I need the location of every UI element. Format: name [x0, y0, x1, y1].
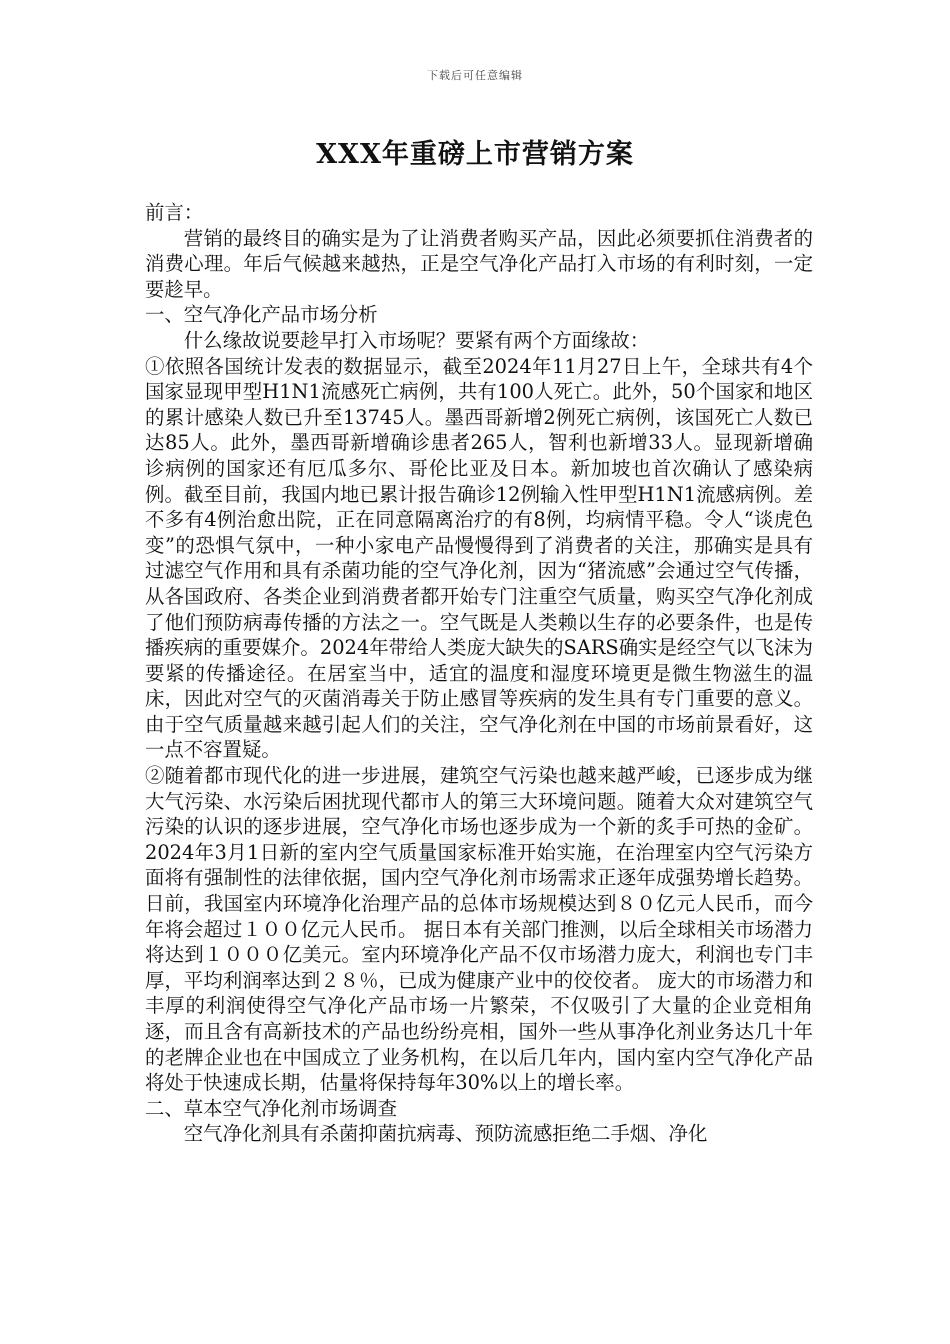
paragraph-preface: 营销的最终目的确实是为了让消费者购买产品，因此必须要抓住消费者的消费心理。年后气候越来越热，正是空气净化产品打入市场的有利时刻，一定要趁早。 — [145, 226, 813, 301]
section-heading-market-survey: 二、草本空气净化剂市场调查 — [145, 1096, 398, 1120]
paragraph-survey-intro: 空气净化剂具有杀菌抑菌抗病毒、预防流感拒绝二手烟、净化 — [183, 1122, 708, 1146]
paragraph-reason-1: ①依照各国统计发表的数据显示，截至2024年11月27日上午，全球共有4个国家显现甲型H1N1流感死亡病例，共有100人死亡。此外，50个国家和地区的累计感染人数已升至13745人。墨西哥新增2例死亡病例，该国死亡人数已达85人。此外，墨西哥新增确诊患者265人，智利也新增33人。显现新增确诊病例的国家还有厄瓜多尔、哥伦比亚及日本。新加坡也首次确认了感染病例。截至目前，我国内地已累计报告确诊12例输入性甲型H1N1流感病例。差不多有4例治愈出院，正在同意隔离治疗的有8例，均病情平稳。令人“谈虎色变”的恐惧气氛中，一种小家电产品慢慢得到了消费者的关注，那确实是具有过滤空气作用和具有杀菌功能的空气净化剂，因为“猪流感”会通过空气传播，从各国政府、各类企业到消费者都开始专门注重空气质量，购买空气净化剂成了他们预防病毒传播的方法之一。空气既是人类赖以生存的必要条件，也是传播疾病的重要媒介。2024年带给人类庞大缺失的SARS确实是经空气以飞沫为要紧的传播途径。在居室当中，适宜的温度和湿度环境更是微生物滋生的温床，因此对空气的灭菌消毒关于防止感冒等疾病的发生具有专门重要的意义。由于空气质量越来越引起人们的关注，空气净化剂在中国的市场前景看好，这一点不容置疑。 — [145, 354, 813, 762]
paragraph-reasons-intro: 什么缘故说要趁早打入市场呢？要紧有两个方面缘故： — [183, 328, 650, 352]
document-body — [145, 200, 813, 1147]
paragraph-reason-2: ②随着都市现代化的进一步进展，建筑空气污染也越来越严峻，已逐步成为继大气污染、水污染后困扰现代都市人的第三大环境问题。随着大众对建筑空气污染的认识的逐步进展，空气净化市场也逐步成为一个新的炙手可热的金矿。2024年3月1日新的室内空气质量国家标准开始实施，在治理室内空气污染方面将有强制性的法律依据，国内空气净化剂市场需求正逐年成强势增长趋势。日前，我国室内环境净化治理产品的总体市场规模达到８０亿元人民币，而今年将会超过１００亿元人民币。 据日本有关部门推测，以后全球相关市场潜力将达到１０００亿美元。室内环境净化产品不仅市场潜力庞大，利润也专门丰厚，平均利润率达到２８％，已成为健康产业中的佼佼者。 庞大的市场潜力和丰厚的利润使得空气净化产品市场一片繁荣，不仅吸引了大量的企业竞相角逐，而且含有高新技术的产品也纷纷亮相，国外一些从事净化剂业务达几十年的老牌企业也在中国成立了业务机构，在以后几年内，国内室内空气净化产品将处于快速成长期，估量将保持每年30%以上的增长率。 — [145, 764, 813, 1095]
paragraph-preface-label: 前言： — [145, 201, 204, 224]
header-note: 下载后可任意编辑 — [427, 69, 523, 82]
document-title: XXX年重磅上市营销方案 — [316, 139, 634, 170]
section-heading-market-analysis: 一、空气净化产品市场分析 — [145, 303, 378, 327]
